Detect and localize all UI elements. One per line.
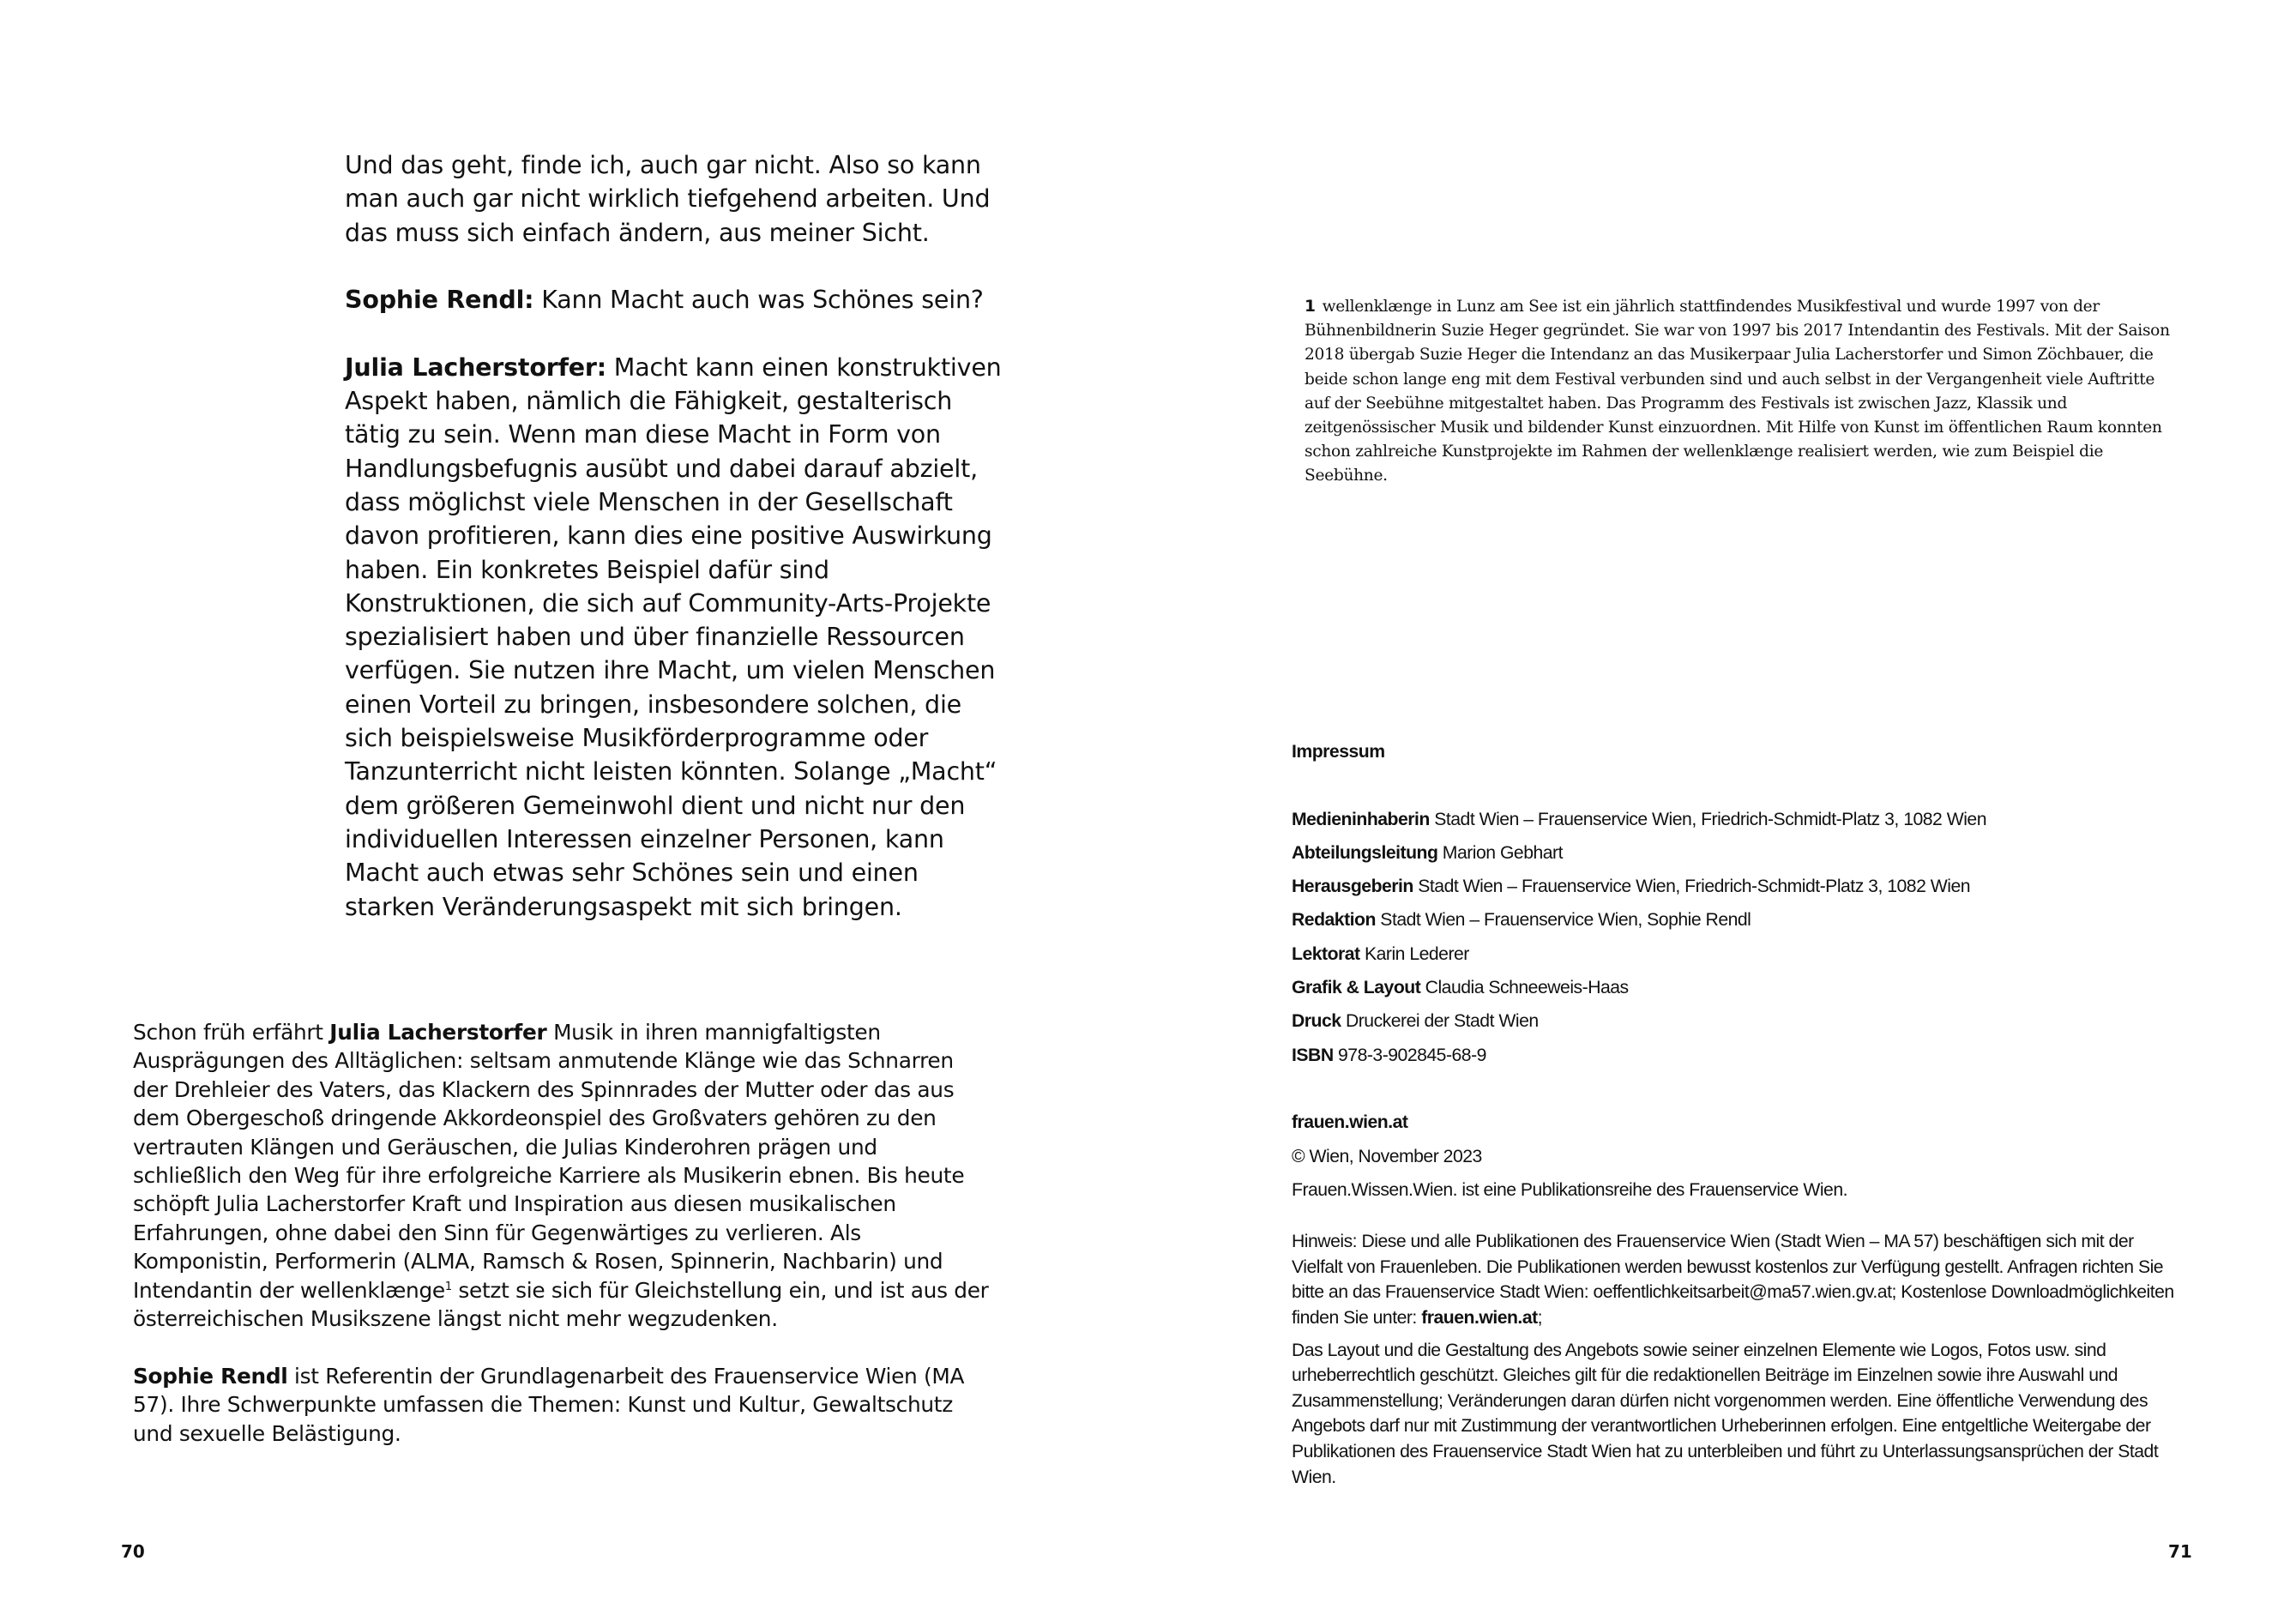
bio-name: Sophie Rendl [133, 1363, 288, 1389]
speaker-name: Sophie Rendl: [345, 286, 534, 315]
bio-text: ist Referentin der Grundlagenarbeit des Frauenservice Wien (MA 57). Ihre Schwerpunkte umfassen die Themen: Kunst und Kultur, Gewaltschutz und sexuelle Belästigung. [133, 1363, 965, 1446]
website-link[interactable]: frauen.wien.at [1421, 1307, 1538, 1328]
footnote [1305, 295, 2172, 489]
imprint-value: Karin Lederer [1359, 943, 1469, 964]
imprint-label: Redaktion [1292, 910, 1376, 931]
imprint-value: Druckerei der Stadt Wien [1341, 1011, 1539, 1032]
imprint [1292, 735, 2175, 1490]
hint-paragraph [1292, 1229, 2175, 1330]
question-text: Kann Macht auch was Schönes sein? [533, 286, 984, 315]
imprint-value: Stadt Wien – Frauenservice Wien, Friedrich-Schmidt-Platz 3, 1082 Wien [1413, 877, 1971, 897]
imprint-label: Druck [1292, 1011, 1341, 1032]
hint-text: ; [1537, 1307, 1543, 1328]
bio-text: Musik in ihren mannigfaltigsten Ausprägungen des Alltäglichen: seltsam anmutende Klänge wie das Schnarren der Drehleier des Vaters, das Klackern des Spinnrades der Mutter oder das aus dem Obergeschoß dringende Akkordeonspiel des Großvaters gehören zu den vertrauten Klängen und Geräuschen, die Julias Kinderohren prägen und schließlich den Weg für ihre erfolgreiche Karriere als Musikerin ebnen. Bis heute schöpft Julia Lacherstorfer Kraft und Inspiration aus diesen musikalischen Erfahrungen, ohne dabei den Sinn für Gegenwärtiges zu verlieren. Als Komponistin, Performerin (ALMA, Ramsch & Rosen, Spinnerin, Nachbarin) und Intendantin der wellenklænge [133, 1020, 965, 1303]
answer-text: Macht kann einen konstruktiven Aspekt haben, nämlich die Fähigkeit, gestalterisch tätig zu sein. Wenn man diese Macht in Form von Handlungsbefugnis ausübt und dabei darauf abzielt, dass möglichst viele Menschen in der Gesellschaft davon profitieren, kann dies eine positive Auswirkung haben. Ein konkretes Beispiel dafür sind Konstruktionen, die sich auf Community-Arts-Projekte spezialisiert haben und über finanzielle Ressourcen verfügen. Sie nutzen ihre Macht, um vielen Menschen einen Vorteil zu bringen, insbesondere solchen, die sich beispielsweise Musikförderprogramme oder Tanzunterricht nicht leisten könnten. Solange „Macht“ dem größeren Gemeinwohl dient und nicht nur den individuellen Interessen einzelner Personen, kann Macht auch etwas sehr Schönes sein und einen starken Veränderungsaspekt mit sich bringen. [345, 353, 1002, 921]
series-line: Frauen.Wissen.Wien. ist eine Publikationsreihe des Frauenservice Wien. [1292, 1179, 1848, 1200]
imprint-row [1292, 870, 2175, 903]
imprint-row [1292, 971, 2175, 1004]
bio-name: Julia Lacherstorfer [329, 1020, 547, 1045]
imprint-title: Impressum [1292, 742, 1385, 762]
footnote-text: wellenklænge in Lunz am See ist ein jährlich stattfindendes Musikfestival und wurde 1997 von der Bühnenbildnerin Suzie Heger gegründet. Sie war von 1997 bis 2017 Intendantin des Festivals. Mit der Saison 2018 übergab Suzie Heger die Intendanz an das Musikerpaar Julia Lacherstorfer und Simon Zöchbauer, die beide schon lange eng mit dem Festival verbunden sind und auch selbst in der Vergangenheit viele Auftritte auf der Seebühne mitgestaltet haben. Das Programm des Festivals ist zwischen Jazz, Klassik und zeitgenössischer Musik und bildender Kunst einzuordnen. Mit Hilfe von Kunst im öffentlichen Raum konnten schon zahlreiche Kunstprojekte im Rahmen der wellenklænge realisiert werden, wie zum Beispiel die Seebühne. [1305, 298, 2170, 485]
bio-text: setzt sie sich für Gleichstellung ein, und ist aus der österreichischen Musikszene längst nicht mehr wegzudenken. [133, 1277, 989, 1332]
page-number-left: 70 [121, 1541, 145, 1562]
imprint-row [1292, 836, 2175, 870]
footnote-number: 1 [1305, 298, 1316, 316]
bio-julia [133, 1018, 991, 1333]
footnote-reference[interactable]: 1 [444, 1280, 452, 1293]
imprint-label: ISBN [1292, 1045, 1334, 1065]
interview-text [345, 148, 1005, 924]
copyright-line: © Wien, November 2023 [1292, 1146, 1482, 1166]
imprint-value: Stadt Wien – Frauenservice Wien, Friedrich-Schmidt-Platz 3, 1082 Wien [1429, 809, 1986, 829]
imprint-label: Grafik & Layout [1292, 978, 1421, 998]
imprint-row [1292, 803, 2175, 836]
interview-answer [345, 351, 1005, 924]
imprint-value: 978-3-902845-68-9 [1333, 1045, 1486, 1065]
interview-paragraph: Und das geht, finde ich, auch gar nicht. Also so kann man auch gar nicht wirklich tiefgehend arbeiten. Und das muss sich einfach ändern, aus meiner Sicht. [345, 151, 991, 247]
speaker-name: Julia Lacherstorfer: [345, 353, 606, 382]
page-number-right: 71 [2168, 1541, 2192, 1562]
interview-question [345, 283, 1005, 316]
imprint-label: Lektorat [1292, 943, 1360, 964]
bio-text: Schon früh erfährt [133, 1020, 330, 1045]
imprint-label: Herausgeberin [1292, 877, 1413, 897]
hint-text: Hinweis: Diese und alle Publikationen des Frauenservice Wien (Stadt Wien – MA 57) beschäftigen sich mit der Vielfalt von Frauenleben. Die Publikationen werden bewusst kostenlos zur Verfügung gestellt. Anfragen richten Sie bitte an das Frauenservice Stadt Wien: oeffentlichkeitsarbeit@ma57.wien.gv.at; Kostenlose Downloadmöglichkeiten finden Sie unter: [1292, 1232, 2174, 1328]
imprint-label: Medieninhaberin [1292, 809, 1430, 829]
imprint-value: Claudia Schneeweis-Haas [1420, 978, 1629, 998]
website-link[interactable]: frauen.wien.at [1292, 1112, 1408, 1133]
copyright-notice: Das Layout und die Gestaltung des Angebots sowie seiner einzelnen Elemente wie Logos, Fotos usw. sind urheberrechtlich geschützt. Gleiches gilt für die redaktionellen Beiträge im Einzelnen sowie ihre Auswahl und Zusammenstellung; Veränderungen daran dürfen nicht vorgenommen werden. Eine öffentliche Verwendung des Angebots darf nur mit Zustimmung der verantwortlichen Urheberinnen erfolgen. Eine entgeltliche Weitergabe der Publikationen des Frauenservice Stadt Wien hat zu unterbleiben und führt zu Unterlassungsansprüchen der Stadt Wien. [1292, 1340, 2159, 1487]
imprint-row [1292, 903, 2175, 937]
imprint-value: Marion Gebhart [1437, 842, 1563, 863]
legal-notes [1292, 1229, 2175, 1490]
imprint-row [1292, 1039, 2175, 1072]
bio-sophie [133, 1362, 991, 1448]
imprint-row [1292, 1004, 2175, 1038]
imprint-row [1292, 937, 2175, 971]
imprint-label: Abteilungsleitung [1292, 842, 1438, 863]
author-bios [133, 1018, 991, 1476]
imprint-value: Stadt Wien – Frauenservice Wien, Sophie Rendl [1375, 910, 1751, 931]
